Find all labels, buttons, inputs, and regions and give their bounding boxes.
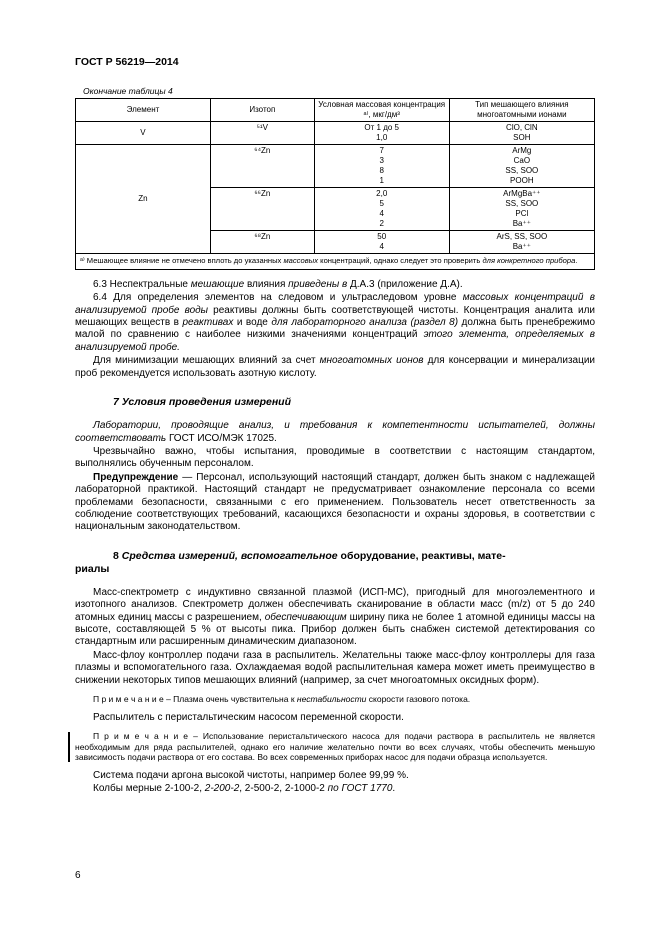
text-run: этого элемента, определяемых в анализируемой пробе.: [75, 329, 595, 353]
doc-code: ГОСТ Р 56219—2014: [75, 56, 179, 68]
table-row-zn-64: [76, 145, 595, 188]
text-run: для конкретного прибора: [482, 256, 576, 265]
isotope-cell: ⁵¹V: [210, 122, 314, 145]
text-run: для консервации и минерализации проб рекомендуется использовать азотную кислоту.: [75, 355, 595, 379]
text-run: Чрезвычайно важно, чтобы испытания, проводимые в соответствии с настоящим стандартом, выполнялись обученным персоналом.: [75, 445, 595, 470]
cell-line: 1: [379, 176, 384, 185]
text-run: должна быть пренебрежимо малой по сравнению с наиболее низкими значениями концентраций: [75, 317, 596, 341]
cell-line: ClO, ClN: [506, 123, 538, 132]
cell-line: POOH: [510, 176, 534, 185]
element-cell: Zn: [76, 145, 211, 254]
cell-line: Ba⁺⁺: [512, 242, 531, 251]
cell-line: 4: [379, 209, 384, 218]
paragraph-nebulizer: [75, 712, 595, 724]
text-run: Распылитель с перистальтическим насосом переменной скорости.: [93, 711, 404, 723]
text-run: и воде: [233, 317, 272, 329]
text-run: мешающие: [190, 278, 245, 290]
text-run: Колбы мерные 2-100-2,: [93, 783, 205, 795]
text-run: 6.4 Для определения элементов на следовом и ультраследовом уровне: [93, 292, 463, 304]
paragraph-6-3: [75, 279, 595, 291]
cell-line: 5: [379, 199, 384, 208]
table-row-v: [76, 122, 595, 145]
paragraph-trained-personnel: [75, 446, 595, 471]
text-run: Для минимизации мешающих влияний за счет: [93, 355, 320, 367]
table-footnote: [76, 254, 595, 270]
cell-line: 8: [379, 166, 384, 175]
column-header-isotope: Изотоп: [210, 99, 314, 122]
isotope-cell: ⁶⁴Zn: [210, 145, 314, 188]
text-run: Масс-флоу контроллер подачи газа в распылитель. Желательны также масс-флоу контроллеры для газа плазмы и вспомогательного газа. Охлаждаемая водой распылительная камера может иметь преимущество в снижении некоторых типов мешающих влияний (например, за счет многоатомных оксидных форм).: [75, 649, 595, 686]
text-run: массовых концентраций в анализируемой пробе воды: [75, 292, 595, 316]
paragraph-mass-flow-controller: [75, 650, 595, 687]
text-run: 7 Условия проведения измерений: [113, 396, 291, 409]
text-run: Средства измерений, вспомогательное: [121, 549, 341, 562]
text-run: реактивах: [182, 317, 234, 329]
column-header-concentration: Условная массовая концентрация ᵃ⁾, мкг/дм³: [314, 99, 449, 122]
paragraph-mass-spectrometer: [75, 587, 595, 649]
text-run: риалы: [75, 562, 110, 575]
concentration-cell: [314, 231, 449, 254]
paragraph-6-4: [75, 292, 595, 354]
text-run: обеспечивающим: [264, 611, 347, 623]
cell-line: ArS, SS, SOO: [496, 232, 548, 241]
paragraph-warning: [75, 472, 595, 534]
text-run: .: [575, 256, 578, 265]
isotope-cell: ⁶⁶Zn: [210, 188, 314, 231]
cell-line: 1,0: [376, 133, 388, 142]
influence-cell: [449, 145, 594, 188]
column-header-element: Элемент: [76, 99, 211, 122]
note-peristaltic-pump: [75, 731, 595, 763]
cell-line: 50: [377, 232, 387, 241]
text-run: , 2-500-2, 2-1000-2: [239, 783, 328, 795]
section-heading-8: [75, 550, 595, 576]
section-heading-7: [75, 396, 595, 409]
text-run: ГОСТ ИСО/МЭК 17025.: [168, 432, 277, 444]
cell-line: PCl: [515, 209, 529, 218]
concentration-cell: [314, 122, 449, 145]
text-run: .: [392, 783, 396, 795]
text-run: Масс-спектрометр с индуктивно связанной плазмой (ИСП-МС), пригодный для многоэлементного и изотопного анализов. Спектрометр должен обеспечивать сканирование в области масс (m/z) от 5 до 240 атомных единиц массы с разрешением,: [75, 586, 595, 623]
influence-cell: [449, 188, 594, 231]
text-run: Система подачи аргона высокой чистоты, например более 99,99 %.: [93, 769, 409, 781]
text-run: для лабораторного анализа (раздел 8): [271, 317, 459, 329]
text-run: 6.3 Неспектральные: [93, 278, 191, 290]
text-run: влияния: [244, 278, 289, 290]
text-run: оборудование, реактивы, мате-: [340, 549, 506, 562]
table-header-row: [76, 99, 595, 122]
concentration-cell: [314, 188, 449, 231]
paragraph-laboratories: [75, 420, 595, 445]
interference-table: [75, 98, 595, 270]
cell-line: 3: [379, 156, 384, 165]
text-run: скорости газового потока.: [366, 694, 471, 705]
cell-line: 2: [379, 219, 384, 228]
text-run: многоатомных ионов: [319, 355, 424, 367]
text-run: Д.А.3 (приложение Д.А).: [347, 278, 463, 290]
isotope-cell: ⁶⁸Zn: [210, 231, 314, 254]
element-cell: V: [76, 122, 211, 145]
cell-line: От 1 до 5: [364, 123, 399, 132]
column-header-influence: Тип мешающего влияния многоатомными ионами: [449, 99, 594, 122]
text-run: ширину пика не более 1 атомной единицы массы на высоте, составляющей 5 % от высоты пика. Прибор должен быть снабжен системой детектирования со стандартным или расширенным динамическим диапазоном.: [75, 611, 595, 648]
concentration-cell: [314, 145, 449, 188]
cell-line: CaO: [513, 156, 531, 165]
cell-line: SOH: [513, 133, 531, 142]
cell-line: 4: [379, 242, 384, 251]
cell-line: 7: [379, 146, 384, 155]
cell-line: 2,0: [376, 189, 388, 198]
cell-line: ArMg: [512, 146, 532, 155]
text-run: 2-200-2: [204, 783, 240, 795]
cell-line: Ba⁺⁺: [512, 219, 531, 228]
paragraph-nitric-acid: [75, 355, 595, 380]
text-run: Предупреждение: [93, 471, 179, 483]
text-run: по ГОСТ 1770: [327, 783, 393, 795]
text-run: 8: [113, 549, 122, 562]
influence-cell: [449, 231, 594, 254]
paragraph-argon-supply: [75, 770, 595, 782]
cell-line: ArMgBa⁺⁺: [503, 189, 541, 198]
text-run: концентраций, однако следует это проверить: [318, 256, 483, 265]
influence-cell: [449, 122, 594, 145]
text-run: П р и м е ч а н и е – Использование перистальтического насоса для подачи раствора в распылитель не является необходимым для ряда распылителей, однако его наличие желательно почти во всех случаях, чтобы обеспечить меньшую зависимость подачи раствора от его состава. Во всех современных приборах насос для подачи образца используется.: [75, 731, 595, 763]
text-run: Лаборатории, проводящие анализ, и требования к компетентности испытателей, должны соответствовать: [75, 420, 595, 444]
note-plasma: [75, 694, 595, 705]
table-footnote-row: [76, 254, 595, 270]
table-caption: Окончание таблицы 4: [83, 86, 173, 96]
cell-line: SS, SOO: [505, 199, 539, 208]
text-run: П р и м е ч а н и е – Плазма очень чувствительна к: [93, 694, 297, 705]
paragraph-volumetric-flasks: [75, 783, 595, 795]
cell-line: SS, SOO: [505, 166, 539, 175]
page-number: 6: [75, 870, 81, 881]
text-run: ᵃ⁾ Мешающее влияние не отмечено вплоть до указанных: [80, 256, 284, 265]
text-run: нестабильности: [296, 694, 367, 705]
text-run: приведены в: [288, 278, 348, 290]
text-run: — Персонал, использующий настоящий стандарт, должен быть знаком с надлежащей лабораторной практикой. Настоящий стандарт не предусматривает ознакомление персонала со всеми проблемами безопасности, связанными с его применением. Пользователь несет ответственность за соблюдение соответствующих требований, касающихся безопасности и охраны здоровья, в соответствии с национальным законодательством.: [75, 471, 595, 533]
text-run: массовых: [283, 256, 319, 265]
text-run: реактивы должны быть соответствующей чистоты. Концентрация аналита или мешающих веществ в: [75, 304, 596, 329]
